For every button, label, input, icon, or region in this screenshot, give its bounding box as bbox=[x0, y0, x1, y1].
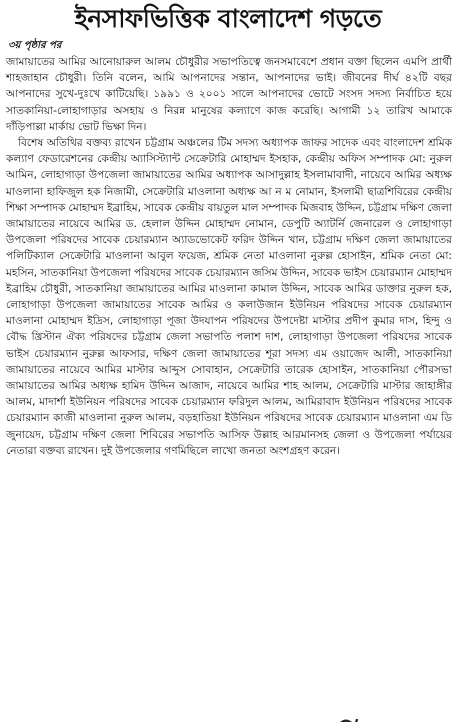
article-headline: ইনসাফভিত্তিক বাংলাদেশ গড়তে bbox=[74, 4, 382, 33]
continued-from-label: ৩য় পৃষ্ঠার পর bbox=[8, 40, 62, 51]
article-paragraph-2: বিশেষ অতিথির বক্তব্য রাখেন চট্টগ্রাম অঞ্চলের টিম সদস্য অধ্যাপক জাফর সাদেক এবং বাংলাদেশ শ্রমিক কল্যাণ ফেডারেশনের কেন্দ্রীয় অ্যাসিস্ট্যান্ট সেক্রেটারি মোহাম্মদ ইসহাক, কেন্দ্রীয় অফিস সম্পাদক মো: নুরুল আমিন, লোহাগাড়া উপজেলা জামায়াতের আমির অধ্যাপক আসাদুল্লাহ ইসলামাবাদী, নায়েবে আমির অধ্যক্ষ মাওলানা হাফিজুল হক নিজামী, সেক্রেটারি মাওলানা অধ্যক্ষ আ ন ম নোমান, ইসলামী ছাত্রশিবিরের কেন্দ্রীয় শিক্ষা সম্পাদক মোহাম্মদ ইব্রাহিম, সাবেক কেন্দ্রীয় বায়তুল মাল সম্পাদক মিজবাহ উদ্দিন, চট্টগ্রাম দক্ষিণ জেলা জামায়াতের নায়েবে আমির ড. হেলাল উদ্দিন মোহাম্মদ নোমান, ডেপুটি অ্যাটর্নি জেনারেল ও লোহাগাড়া উপজেলা পরিষদের সাবেক চেয়ারম্যান অ্যাডভোকেট ফরিদ উদ্দিন খান, চট্টগ্রাম দক্ষিণ জেলা জামায়াতের পলিটিক্যাল সেক্রেটারি মাওলানা আবুল ফয়েজ, শ্রমিক নেতা মাওলানা নুরুল্ল হোসাইন, শ্রমিক নেতা মো: মহসিন, সাতকানিয়া উপজেলা পরিষদের সাবেক চেয়ারম্যান জসিম উদ্দিন, সাবেক ভাইস চেয়ারম্যান মোহাম্মদ ইব্রাহিম চৌধুরী, সাতকানিয়া জামায়াতের আমির মাওলানা কামাল উদ্দিন, সাবেক আমির ডাক্তার নুরুল হক, লোহাগাড়া উপজেলা জামায়াতের সাবেক আমির ও কলাউজান ইউনিয়ন পরিষদের সাবেক চেয়ারম্যান মাওলানা মোহাম্মদ ইদ্রিস, লোহাগাড়া পূজা উদযাপন পরিষদের উপদেষ্টা মাস্টার প্রদীপ কুমার দাস, হিন্দু ও বৌদ্ধ খ্রিস্টান ঐক্য পরিষদের চট্টগ্রাম জেলা সভাপতি পলাশ দাশ, লোহাগাড়া উপজেলা পরিষদের সাবেক ভাইস চেয়ারম্যান নুরুল্ল আফসার, দক্ষিণ জেলা জামায়াতের শূরা সদস্য এম ওয়াজেদ আলী, সাতকানিয়া জামায়াতের নায়েবে আমির মাস্টার আব্দুস সোবাহান, সেক্রেটারি তারেক হোসাইন, সাতকানিয়া পৌরসভা জামায়াতের আমির অধ্যক্ষ হামিদ উদ্দিন আজাদ, নায়েবে আমির শাহ আলম, সেক্রেটারি মাস্টার জাহাঙ্গীর আলম, মাদার্শা ইউনিয়ন পরিষদের সাবেক চেয়ারম্যান ফরিদুল আলম, আমিরাবাদ ইউনিয়ন পরিষদের সাবেক চেয়ারম্যান কাজী মাওলানা নুরুল আলম, বড়হাতিয়া ইউনিয়ন পরিষদের সাবেক চেয়ারম্যান মাওলানা এম ডি জুনায়েদ, চট্টগ্রাম দক্ষিণ জেলা শিবিরের সভাপতি আসিফ উল্লাহ আরমানসহ জেলা ও উপজেলা পর্যায়ের নেতারা বক্তব্য রাখেন। দুই উপজেলার গণমিছিলে লাখো জনতা অংশগ্রহণ করেন। bbox=[6, 137, 452, 457]
article-paragraph-1: জামায়াতের আমির আনোয়ারুল আলম চৌধুরীর সভাপতিত্বে জনসমাবেশে প্রধান বক্তা ছিলেন এমপি প্রার্থী শাহজাহান চৌধুরী। তিনি বলেন, আমি আপনাদের সন্তান, আপনাদের ভাই। জীবনের দীর্ঘ ৪২টি বছর আপনাদের সুখে-দুঃখে কাটিয়েছি। ১৯৯১ ও ২০০১ সালে আপনাদের ভোটে সংসদ সদস্য নির্বাচিত হয়ে সাতকানিয়া-লোহাগাড়ার অসহায় ও নিরন্ন মানুষের কল্যাণে কাজ করেছি। আগামী ১২ তারিখ আমাকে দাঁড়িপাল্লা মার্কায় ভোট ভিক্ষা দিন। bbox=[6, 56, 452, 133]
article-body bbox=[6, 54, 452, 459]
clipping-edge-mark bbox=[336, 712, 358, 722]
